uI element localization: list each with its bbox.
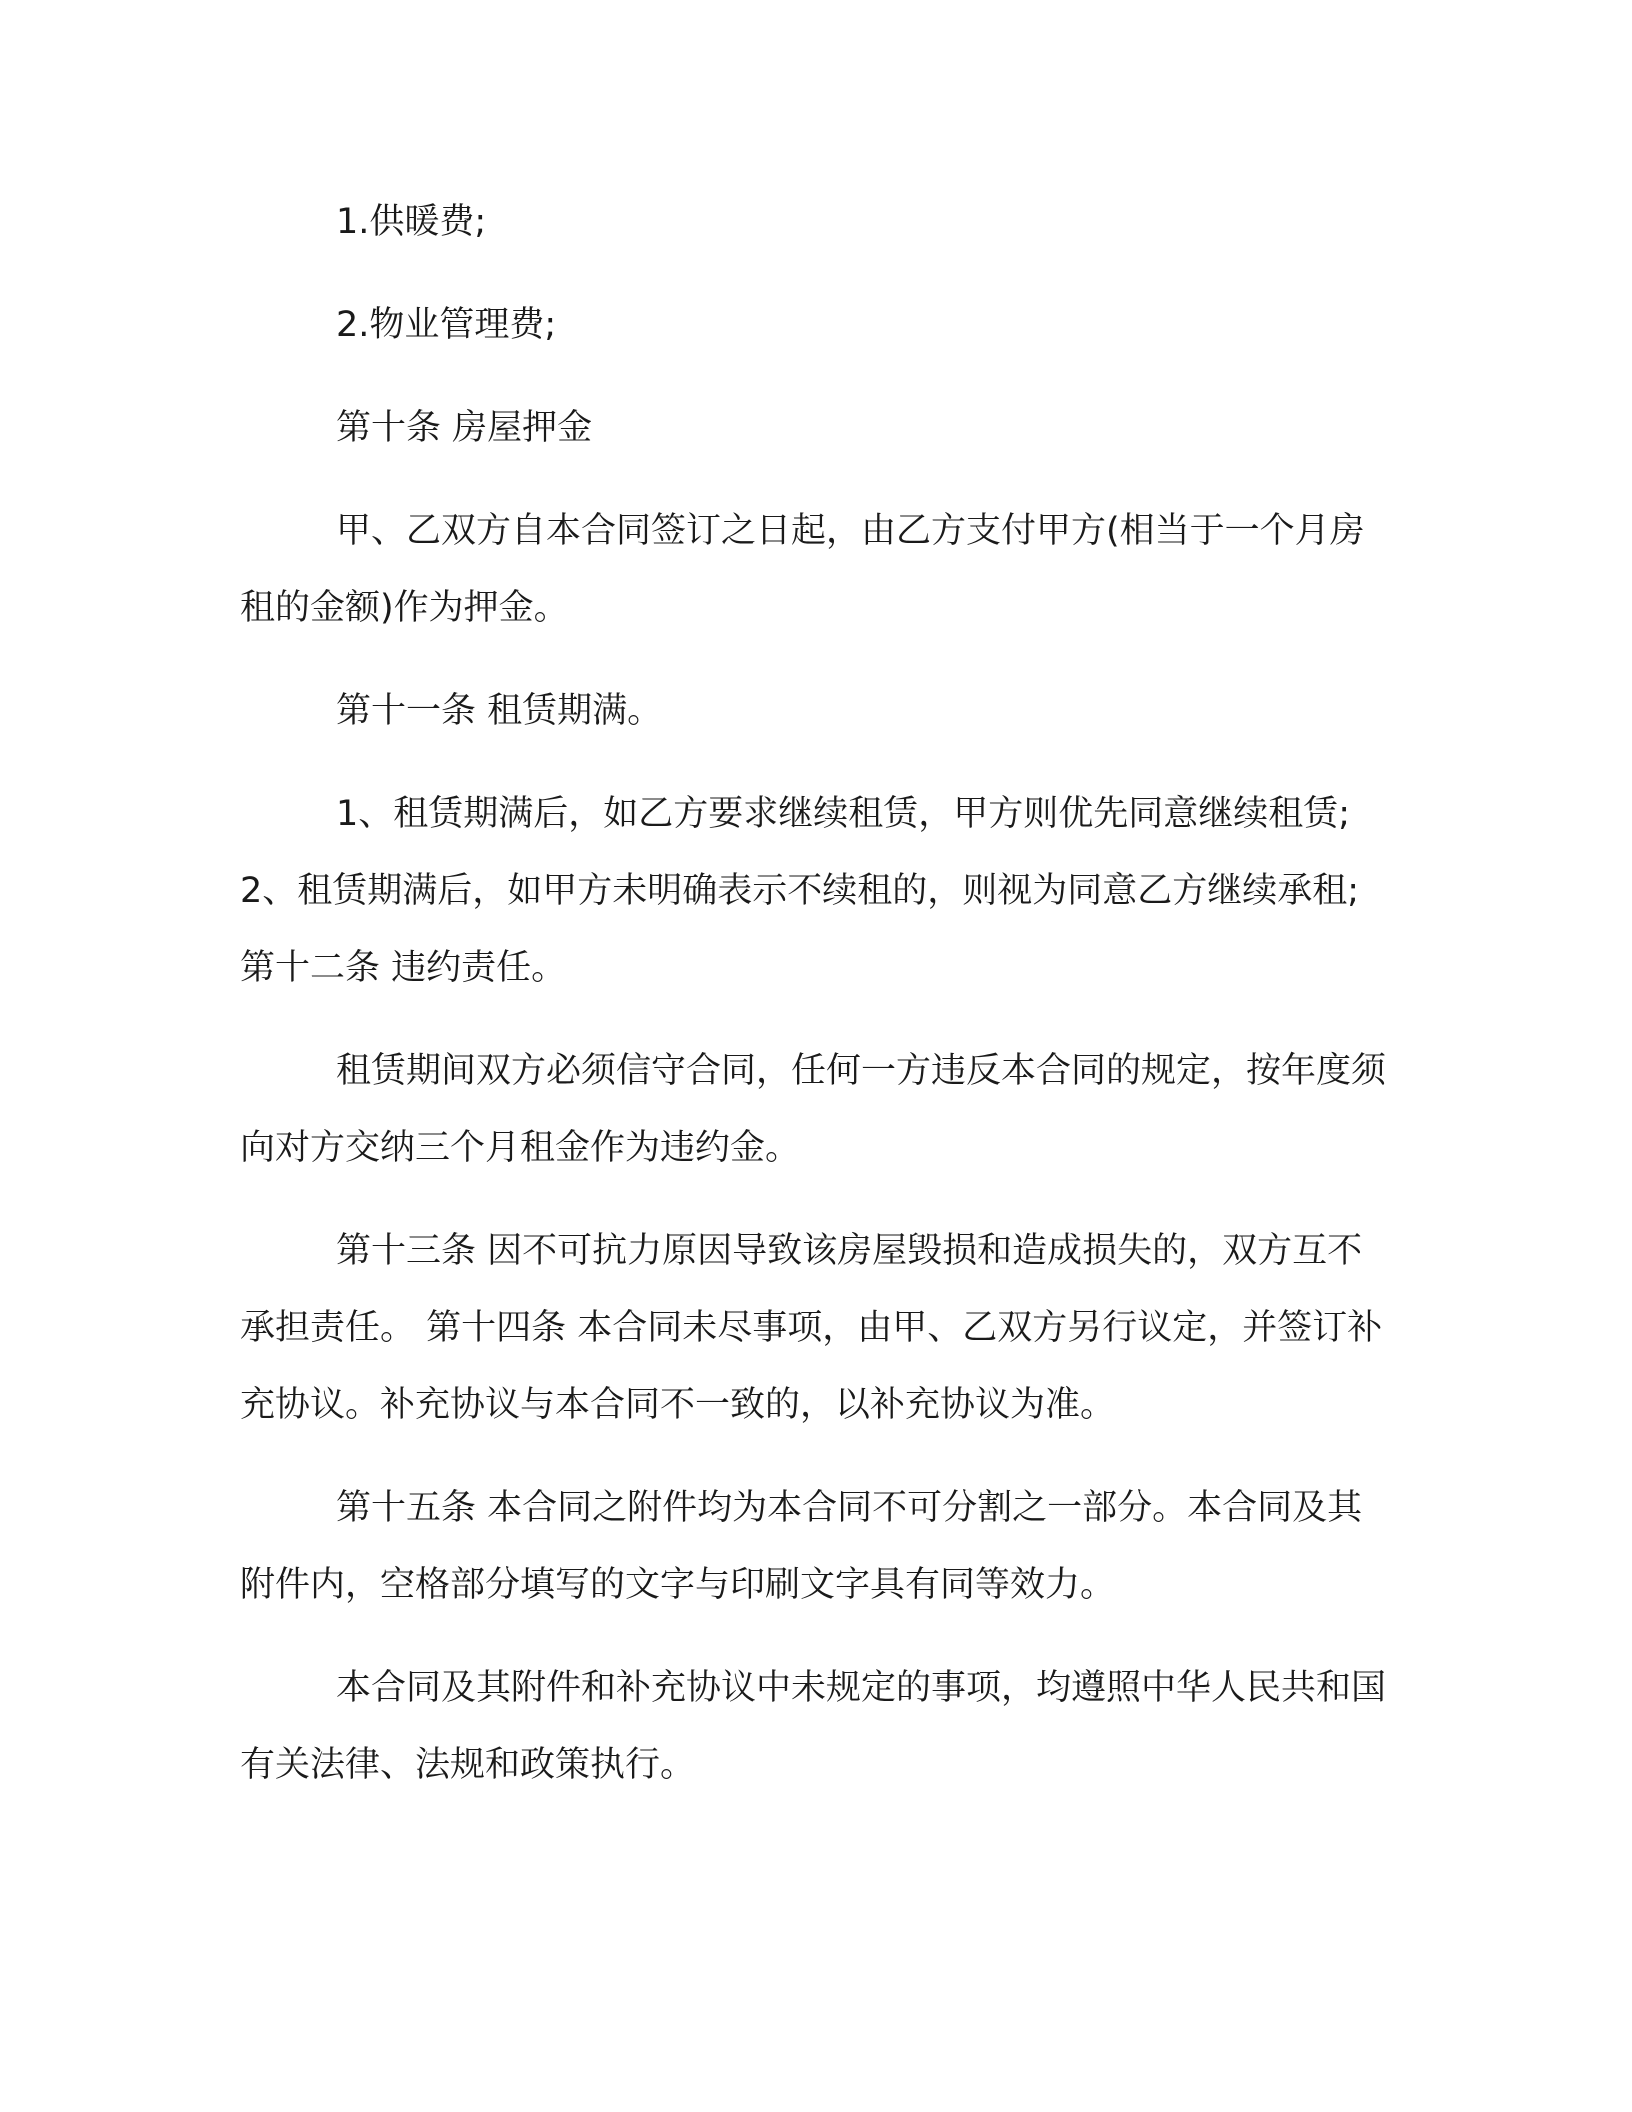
paragraph-breach: 租赁期间双方必须信守合同，任何一方违反本合同的规定，按年度须向对方交纳三个月租金作为违约金。 — [240, 1051, 1387, 1168]
paragraph-lease-expiry: 1、租赁期满后，如乙方要求继续租赁，甲方则优先同意继续租赁; 2、租赁期满后，如甲方未明确表示不续租的，则视为同意乙方继续承租; 第十二条 违约责任。 — [240, 794, 1360, 988]
paragraph-annexes: 第十五条 本合同之附件均为本合同不可分割之一部分。本合同及其附件内，空格部分填写的文字与印刷文字具有同等效力。 — [240, 1488, 1363, 1605]
heading-article-10: 第十条 房屋押金 — [336, 408, 593, 448]
paragraph-force-majeure: 第十三条 因不可抗力原因导致该房屋毁损和造成损失的，双方互不承担责任。 第十四条 本合同未尽事项，由甲、乙双方另行议定，并签订补充协议。补充协议与本合同不一致的，以补充协议为准。 — [240, 1231, 1383, 1425]
paragraph-deposit: 甲、乙双方自本合同签订之日起，由乙方支付甲方(相当于一个月房租的金额)作为押金。 — [240, 511, 1365, 628]
document-body — [240, 184, 1390, 1830]
paragraph-heating-fee: 1.供暖费; — [336, 202, 487, 242]
paragraph-property-fee: 2.物业管理费; — [336, 305, 557, 345]
heading-article-11: 第十一条 租赁期满。 — [336, 691, 663, 731]
paragraph-applicable-law: 本合同及其附件和补充协议中未规定的事项，均遵照中华人民共和国有关法律、法规和政策执行。 — [240, 1668, 1387, 1785]
